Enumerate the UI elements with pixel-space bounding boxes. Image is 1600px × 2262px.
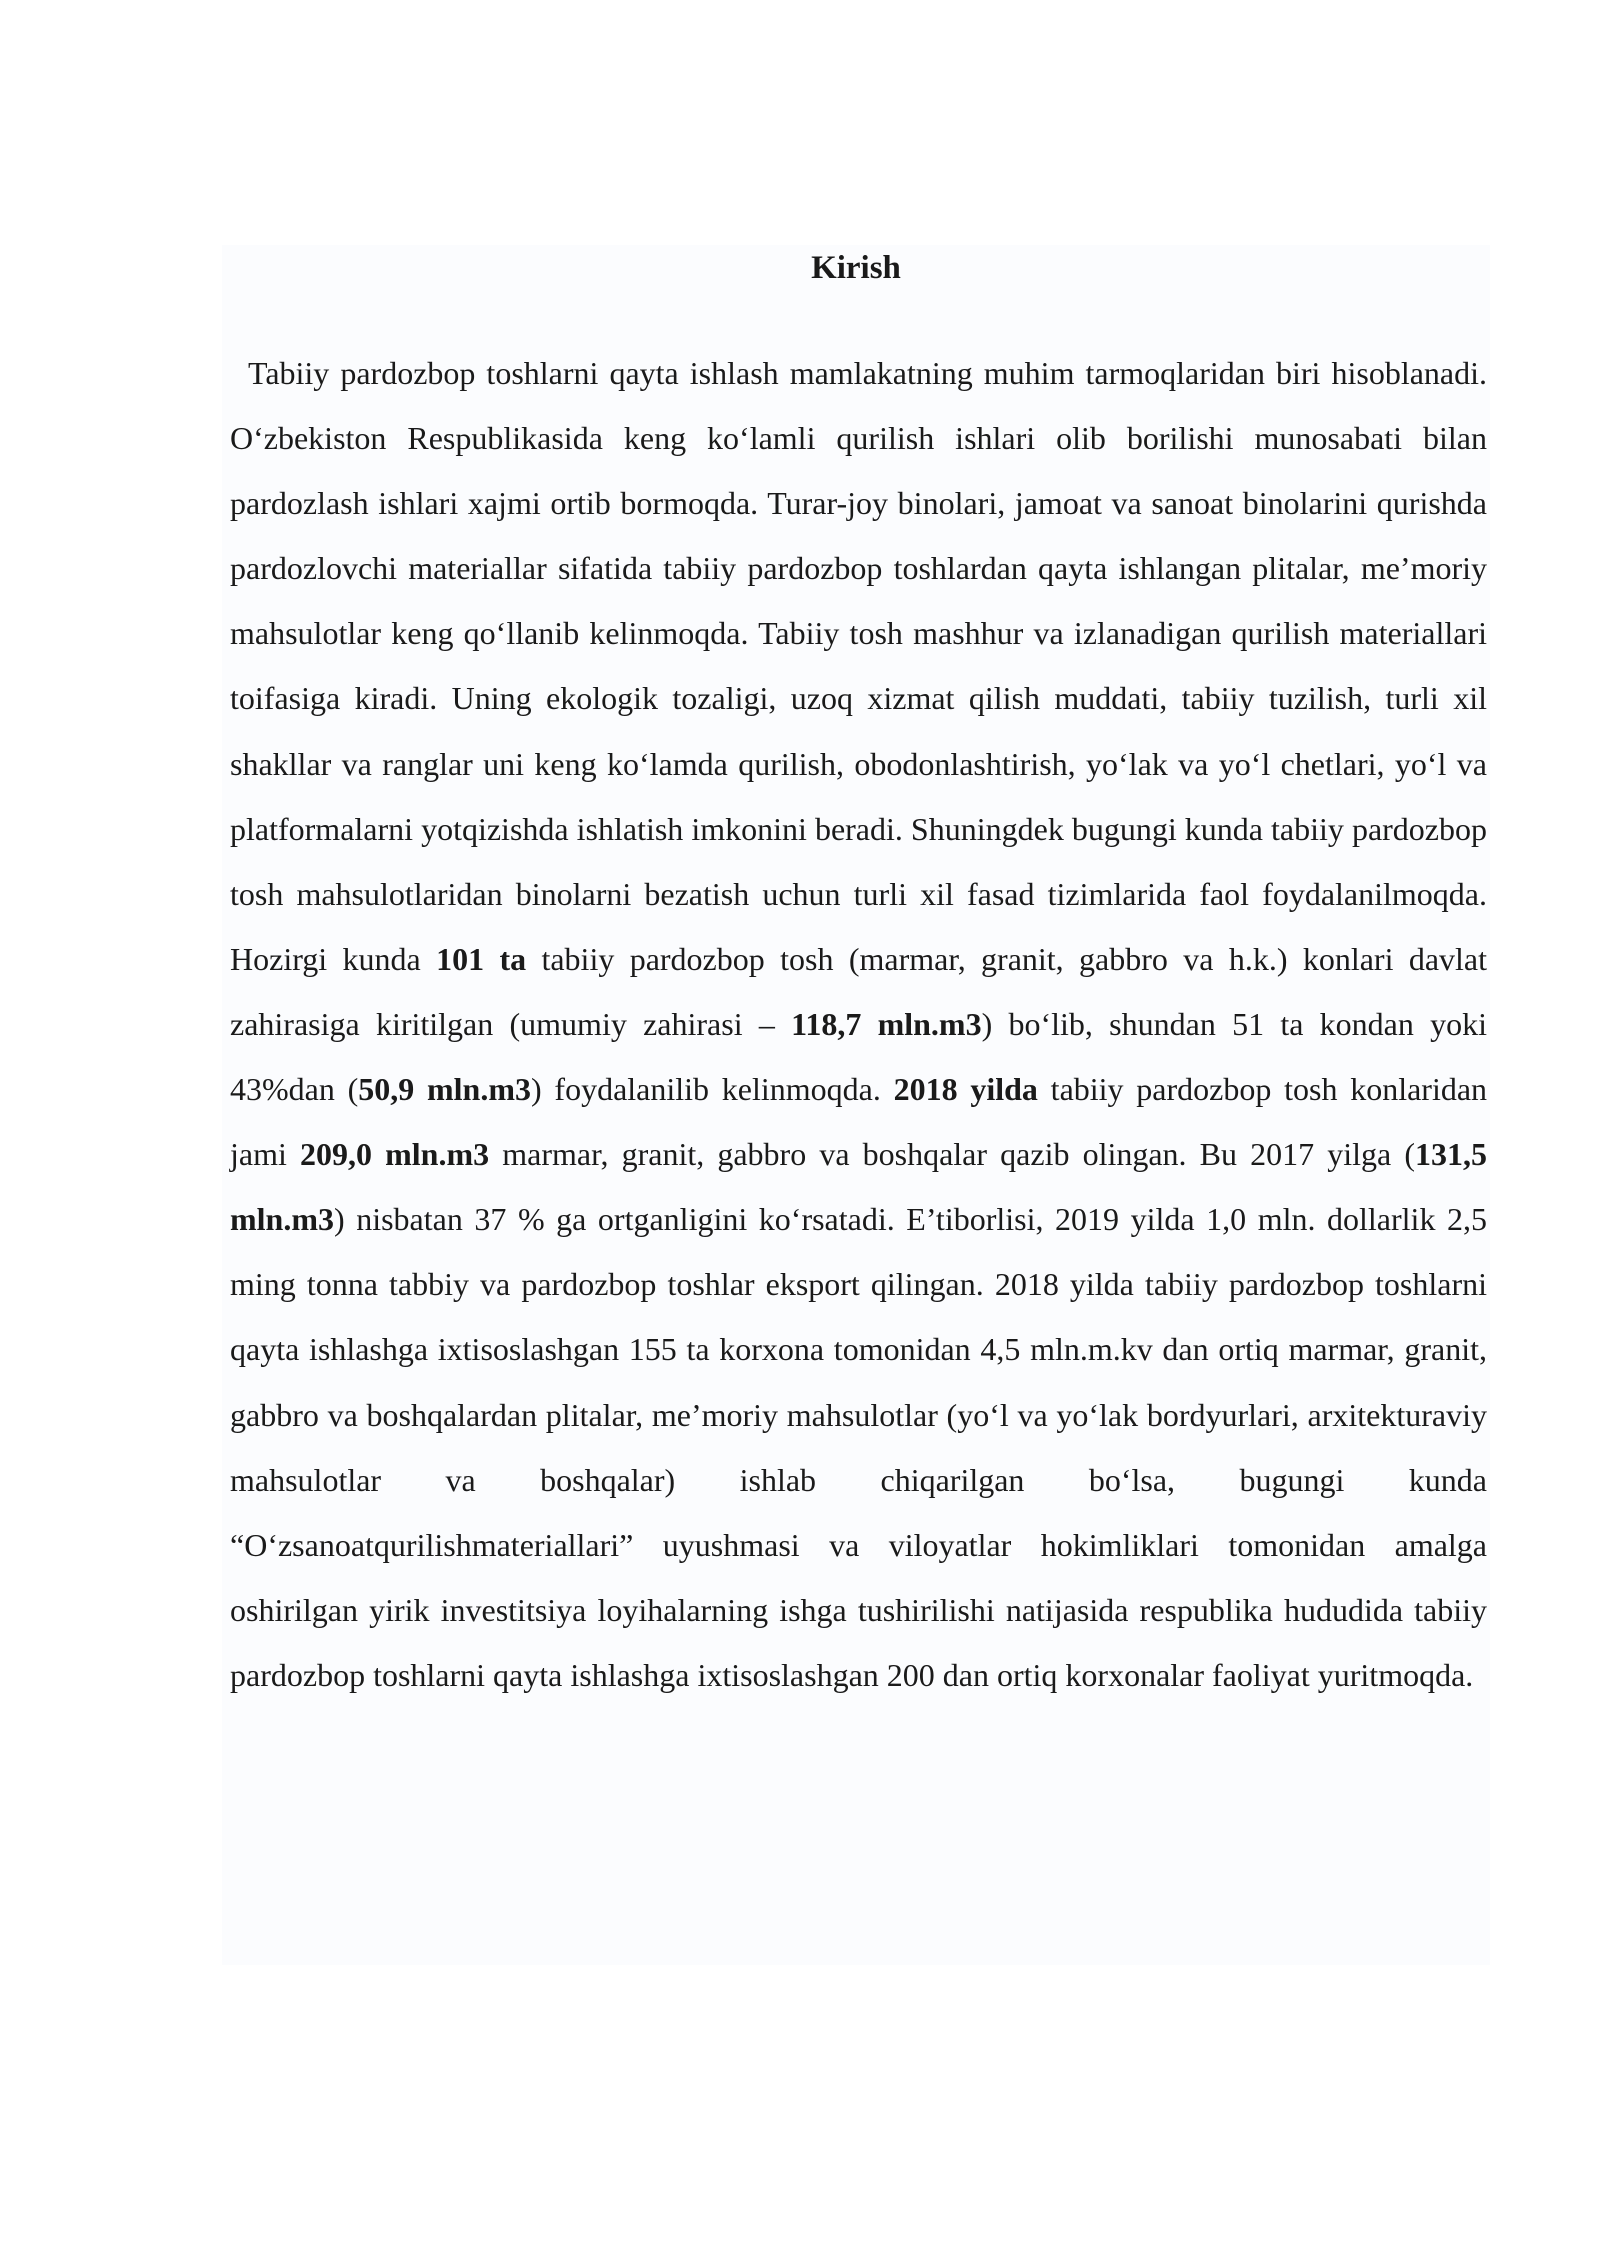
text-segment: Tabiiy pardozbop toshlarni qayta ishlash mamlakatning muhim tarmoqlaridan biri hisoblanadi. O‘zbekiston Respublikasida keng ko‘lamli qurilish ishlari olib borilishi munosabati bilan pardozlash ishlari xajmi ortib bormoqda. Turar-joy binolari, jamoat va sanoat binolarini qurishda pardozlovchi materiallar sifatida tabiiy pardozbop toshlardan qayta ishlangan plitalar, me’moriy mahsulotlar keng qo‘llanib kelinmoqda. Tabiiy tosh mashhur va izlanadigan qurilish materiallari toifasiga kiradi. Uning ekologik tozaligi, uzoq xizmat qilish muddati, tabiiy tuzilish, turli xil shakllar va ranglar uni keng ko‘lamda qurilish, obodonlashtirish, yo‘lak va yo‘l chetlari, yo‘l va platformalarni yotqizishda ishlatish imkonini beradi. Shuningdek bugungi kunda tabiiy pardozbop tosh mahsulotlaridan binolarni bezatish uchun turli xil fasad tizimlarida faol foydalanilmoqda. Hozirgi kunda: [230, 355, 1487, 977]
text-segment: ) bo‘lib, shundan 51 ta kondan yoki 43%dan (: [230, 1005, 1488, 1108]
bold-highlight: 118,7 mln.m3: [791, 1005, 982, 1042]
bold-highlight: 209,0 mln.m3: [300, 1136, 490, 1173]
bold-highlight: 2018 yilda: [893, 1071, 1038, 1108]
text-segment: marmar, granit, gabbro va boshqalar qazib olingan. Bu 2017 yilga (: [489, 1136, 1416, 1173]
text-segment: ) foydalanilib kelinmoqda.: [531, 1071, 894, 1108]
text-segment: tabiiy pardozbop tosh konlaridan jami: [230, 1071, 1488, 1173]
body-paragraph: [230, 341, 1487, 1708]
section-heading: Kirish: [811, 250, 901, 286]
text-segment: ) nisbatan 37 % ga ortganligini ko‘rsatadi. E’tiborlisi, 2019 yilda 1,0 mln. dollarlik 2,5 ming tonna tabbiy va pardozbop toshlar eksport qilingan. 2018 yilda tabiiy pardozbop toshlarni qayta ishlashga ixtisoslashgan 155 ta korxona tomonidan 4,5 mln.m.kv dan ortiq marmar, granit, gabbro va boshqalardan plitalar, me’moriy mahsulotlar (yo‘l va yo‘lak bordyurlari, arxitekturaviy mahsulotlar va boshqalar) ishlab chiqarilgan bo‘lsa, bugungi kunda “O‘zsanoatqurilishmateriallari” uyushmasi va viloyatlar hokimliklari tomonidan amalga oshirilgan yirik investitsiya loyihalarning ishga tushirilishi natijasida respublika hududida tabiiy pardozbop toshlarni qayta ishlashga ixtisoslashgan 200 dan ortiq korxonalar faoliyat yuritmoqda.: [230, 1201, 1487, 1693]
bold-highlight: 50,9 mln.m3: [358, 1071, 532, 1108]
text-segment: tabiiy pardozbop tosh (marmar, granit, gabbro va h.k.) konlari davlat zahirasiga kiritilgan (umumiy zahirasi –: [230, 940, 1488, 1042]
bold-highlight: 131,5 mln.m3: [230, 1136, 1488, 1238]
bold-highlight: 101 ta: [436, 940, 527, 977]
